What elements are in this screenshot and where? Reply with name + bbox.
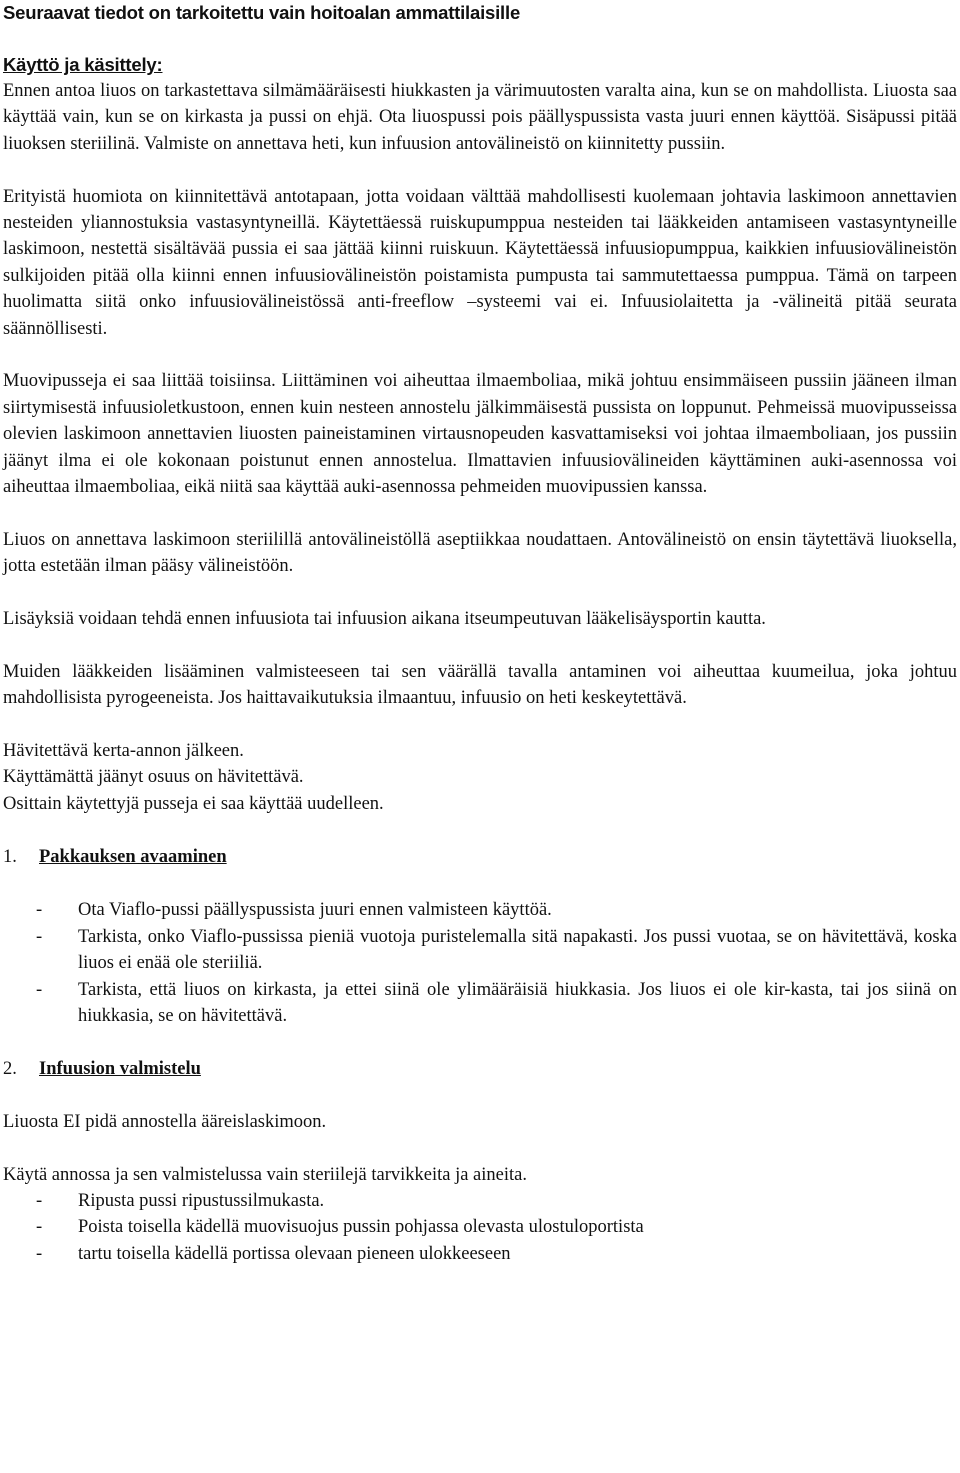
list-item: [3, 1214, 957, 1240]
paragraph-air-embolism: Muovipusseja ei saa liittää toisiinsa. Liittäminen voi aiheuttaa ilmaemboliaa, mikä johtuu ensimmäiseen pussiin jääneen ilman siirtymisestä infuusioletkustoon, ennen kuin nesteen annostelu jälkimmäisestä pussista on loppunut. Pehmeissä muovipusseissa olevien laskimoon annettavien liuosten paineistaminen virtausnopeuden kasvattamiseksi voi johtaa ilmaemboliaan, jos pussiin jäänyt ilma ei ole kokonaan poistunut ennen annostelua. Ilmattavien infuusiovälineiden käyttäminen auki-asennossa voi aiheuttaa ilmaemboliaa, eikä niitä saa käyttää auki-asennossa pehmeiden muovipussien kanssa.: [3, 371, 957, 498]
list-item-text: Ota Viaflo-pussi päällyspussista juuri ennen valmisteen käyttöä.: [78, 900, 552, 921]
section-title: Pakkauksen avaaminen: [39, 847, 227, 868]
preparation-steps-list: [3, 1188, 957, 1267]
disposal-block: [3, 738, 957, 817]
disposal-line: Käyttämättä jäänyt osuus on hävitettävä.: [3, 767, 304, 788]
paragraph-neonates: Erityistä huomiota on kiinnitettävä antotapaan, jotta voidaan välttää mahdollisesti kuolemaan johtavia laskimoon annettavien nesteiden yliannostuksia vastasyntyneillä. Käytettäessä ruiskupumppua nesteiden tai lääkkeiden antamiseen vastasyntyneille laskimoon, nestettä sisältävää pussia ei saa jättää kiinni ruiskuun. Käytettäessä infuusiopumppua, kaikkien infuusiovälineistön sulkijoiden pitää olla kiinni ennen infuusiovälineistön poistamista pumpusta tai sammutettaessa pumppua. Tämä on tarpeen huolimatta siitä onko infuusiovälineistössä anti-freeflow –systeemi vai ei. Infuusiolaitetta ja -välineitä pitää seurata säännöllisesti.: [3, 186, 957, 339]
paragraph-inspection: Ennen antoa liuos on tarkastettava silmämääräisesti hiukkasten ja värimuutosten varalta aina, kun se on mahdollista. Liuosta saa käyttää vain, kun se on kirkasta ja pussi on ehjä. Ota liuospussi pois päällyspussista vasta juuri ennen käyttöä. Sisäpussi pitää liuoksen steriilinä. Valmiste on annettava heti, kun infuusion antovälineistö on kiinnitetty pussiin.: [3, 81, 957, 154]
list-dash: -: [36, 1190, 43, 1211]
paragraph-sterile-supplies: Käytä annossa ja sen valmistelussa vain steriilejä tarvikkeita ja aineita.: [3, 1164, 527, 1185]
list-item: [3, 977, 957, 1030]
paragraph-not-peripheral: Liuosta EI pidä annostella ääreislaskimoon.: [3, 1111, 327, 1132]
section-number: 1.: [3, 847, 17, 868]
disposal-line: Hävitettävä kerta-annon jälkeen.: [3, 741, 244, 762]
section-heading-handling: Käyttö ja käsittely:: [3, 54, 163, 75]
list-dash: -: [36, 1217, 43, 1238]
paragraph-additions: Lisäyksiä voidaan tehdä ennen infuusiota tai infuusion aikana itseumpeutuvan lääkelisäysportin kautta.: [3, 609, 766, 630]
paragraph-pyrogens: Muiden lääkkeiden lisääminen valmisteeseen tai sen väärällä tavalla antaminen voi aiheuttaa kuumeilua, joka johtuu mahdollisista pyrogeeneista. Jos haittavaikutuksia ilmaantuu, infuusio on heti keskeytettävä.: [3, 661, 957, 709]
list-item-text: Tarkista, onko Viaflo-pussissa pieniä vuotoja puristelemalla sitä napakasti. Jos pussi vuotaa, se on hävitettävä, koska liuos ei enää ole steriiliä.: [78, 926, 957, 974]
list-dash: -: [36, 926, 43, 947]
list-dash: -: [36, 979, 43, 1000]
list-dash: -: [36, 1243, 43, 1264]
list-item-text: Tarkista, että liuos on kirkasta, ja ettei siinä ole ylimääräisiä hiukkasia. Jos liuos ei ole kir-kasta, tai jos siinä on hiukkasia, se on hävitettävä.: [78, 979, 957, 1026]
list-item-text: Poista toisella kädellä muovisuojus pussin pohjassa olevasta ulostuloportista: [78, 1217, 644, 1238]
list-item: [3, 924, 957, 977]
section-heading-opening: [3, 844, 957, 870]
document-page: [3, 0, 957, 1267]
section-heading-preparation: [3, 1056, 957, 1082]
section-number: 2.: [3, 1059, 17, 1080]
disposal-line: Osittain käytettyjä pusseja ei saa käyttää uudelleen.: [3, 793, 384, 814]
list-item: [3, 897, 957, 923]
list-item: [3, 1188, 957, 1214]
section-title: Infuusion valmistelu: [39, 1059, 201, 1080]
paragraph-aseptic: Liuos on annettava laskimoon steriilillä antovälineistöllä aseptiikkaa noudattaen. Antovälineistö on ensin täytettävä liuoksella, jotta estetään ilman pääsy välineistöön.: [3, 529, 957, 577]
list-item-text: Ripusta pussi ripustussilmukasta.: [78, 1190, 325, 1211]
list-dash: -: [36, 900, 43, 921]
list-item: [3, 1241, 957, 1267]
list-item-text: tartu toisella kädellä portissa olevaan pieneen ulokkeeseen: [78, 1243, 511, 1264]
document-title: Seuraavat tiedot on tarkoitettu vain hoitoalan ammattilaisille: [3, 2, 521, 23]
opening-steps-list: [3, 897, 957, 1029]
